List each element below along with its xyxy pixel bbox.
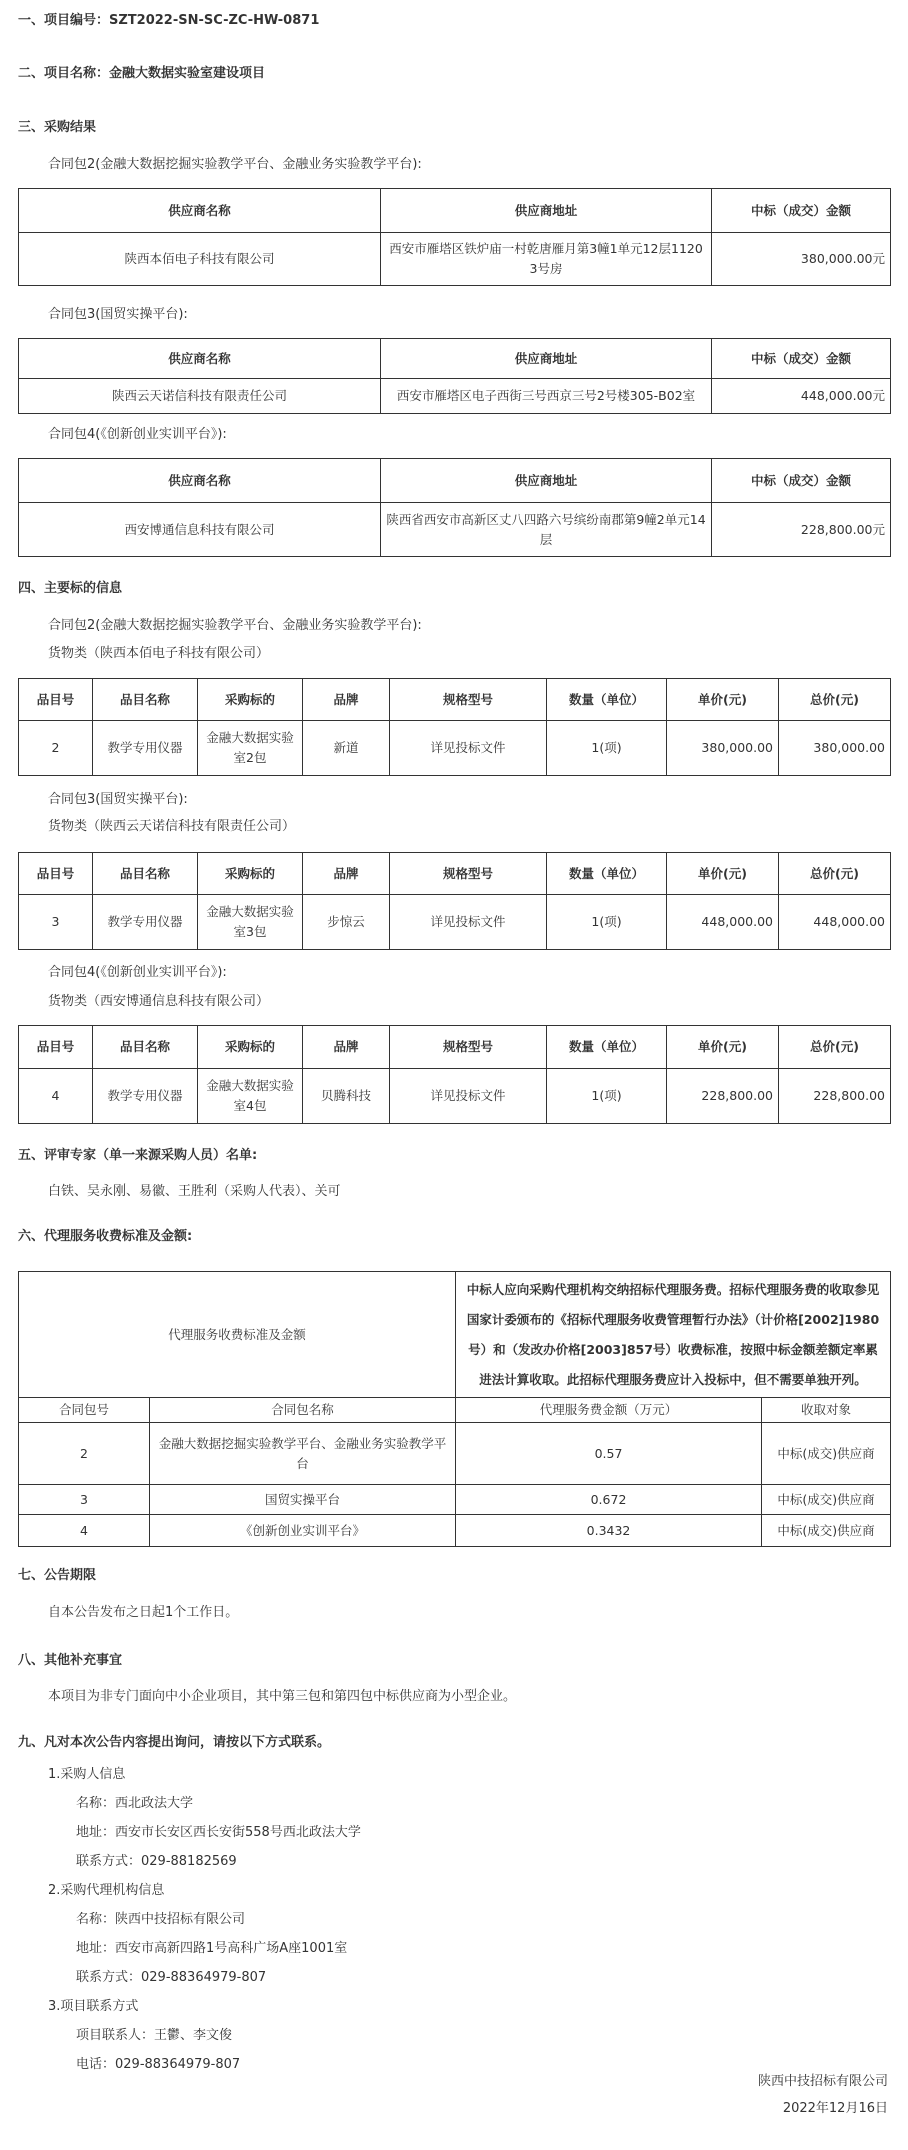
buyer-info-label: 1.采购人信息 bbox=[48, 1767, 126, 1782]
items-package-3-category: 货物类（陕西云天诺信科技有限责任公司） bbox=[48, 819, 296, 834]
items-table-package-2 bbox=[18, 678, 891, 776]
table-row bbox=[19, 1515, 891, 1547]
package-no: 4 bbox=[19, 1515, 150, 1547]
signature-date: 2022年12月16日 bbox=[782, 2101, 888, 2116]
items-package-2-category: 货物类（陕西本佰电子科技有限公司） bbox=[48, 646, 270, 661]
header-spec: 规格型号 bbox=[390, 1026, 547, 1069]
section-experts-title: 五、评审专家（单一来源采购人员）名单: bbox=[18, 1148, 258, 1163]
header-spec: 规格型号 bbox=[390, 679, 547, 721]
table-row bbox=[19, 721, 891, 776]
quantity: 1(项) bbox=[547, 895, 667, 950]
project-number bbox=[18, 12, 319, 30]
table-header-row bbox=[19, 853, 891, 895]
header-total-price: 总价(元) bbox=[779, 1026, 891, 1069]
project-contact-label: 3.项目联系方式 bbox=[48, 1999, 139, 2014]
header-supplier-name: 供应商名称 bbox=[19, 189, 381, 233]
item-no: 3 bbox=[19, 895, 93, 950]
package-no: 2 bbox=[19, 1423, 150, 1485]
header-package-no: 合同包号 bbox=[19, 1398, 150, 1423]
other-matters-text: 本项目为非专门面向中小企业项目，其中第三包和第四包中标供应商为小型企业。 bbox=[48, 1689, 517, 1704]
items-table-package-4 bbox=[18, 1025, 891, 1124]
procurement-object: 金融大数据实验室2包 bbox=[198, 721, 303, 776]
fee-amount: 0.3432 bbox=[456, 1515, 762, 1547]
header-award-amount: 中标（成交）金额 bbox=[712, 189, 891, 233]
table-header-row bbox=[19, 459, 891, 503]
unit-price: 448,000.00 bbox=[667, 895, 779, 950]
section-other-matters-title: 八、其他补充事宜 bbox=[18, 1653, 123, 1668]
agency-name: 名称：陕西中技招标有限公司 bbox=[76, 1912, 246, 1927]
agency-address: 地址：西安市高新四路1号高科广场A座1001室 bbox=[76, 1941, 348, 1956]
fee-amount: 0.57 bbox=[456, 1423, 762, 1485]
header-package-name: 合同包名称 bbox=[150, 1398, 456, 1423]
header-payer: 收取对象 bbox=[762, 1398, 891, 1423]
table-header-row bbox=[19, 189, 891, 233]
spec: 详见投标文件 bbox=[390, 895, 547, 950]
header-award-amount: 中标（成交）金额 bbox=[712, 339, 891, 379]
supplier-address: 西安市雁塔区电子西街三号西京三号2号楼305-B02室 bbox=[381, 379, 712, 414]
unit-price: 228,800.00 bbox=[667, 1069, 779, 1124]
item-name: 教学专用仪器 bbox=[93, 1069, 198, 1124]
table-row bbox=[19, 233, 891, 286]
brand: 贝腾科技 bbox=[303, 1069, 390, 1124]
section-notice-period-title: 七、公告期限 bbox=[18, 1568, 97, 1583]
fee-amount: 0.672 bbox=[456, 1485, 762, 1515]
section-contact-title: 九、凡对本次公告内容提出询问，请按以下方式联系。 bbox=[18, 1735, 331, 1750]
table-header-row bbox=[19, 1026, 891, 1069]
result-package-4-label: 合同包4(《创新创业实训平台》): bbox=[48, 427, 227, 442]
spec: 详见投标文件 bbox=[390, 1069, 547, 1124]
package-name: 金融大数据挖掘实验教学平台、金融业务实验教学平台 bbox=[150, 1423, 456, 1485]
agency-fee-table bbox=[18, 1271, 891, 1547]
section-agency-fee-title: 六、代理服务收费标准及金额: bbox=[18, 1229, 193, 1244]
items-package-3-label: 合同包3(国贸实操平台): bbox=[48, 792, 188, 807]
result-package-2-label: 合同包2(金融大数据挖掘实验教学平台、金融业务实验教学平台): bbox=[48, 157, 422, 172]
header-procurement-object: 采购标的 bbox=[198, 853, 303, 895]
project-name bbox=[18, 65, 265, 83]
items-package-2-label: 合同包2(金融大数据挖掘实验教学平台、金融业务实验教学平台): bbox=[48, 618, 422, 633]
header-supplier-name: 供应商名称 bbox=[19, 339, 381, 379]
project-number-label: 一、项目编号： bbox=[18, 13, 110, 28]
result-table-package-3 bbox=[18, 338, 891, 414]
header-supplier-name: 供应商名称 bbox=[19, 459, 381, 503]
table-header-row bbox=[19, 679, 891, 721]
result-table-package-2 bbox=[18, 188, 891, 286]
total-price: 448,000.00 bbox=[779, 895, 891, 950]
award-amount: 228,800.00元 bbox=[712, 503, 891, 557]
quantity: 1(项) bbox=[547, 721, 667, 776]
unit-price: 380,000.00 bbox=[667, 721, 779, 776]
result-package-3-label: 合同包3(国贸实操平台): bbox=[48, 307, 188, 322]
header-item-name: 品目名称 bbox=[93, 679, 198, 721]
supplier-name: 西安博通信息科技有限公司 bbox=[19, 503, 381, 557]
brand: 新道 bbox=[303, 721, 390, 776]
procurement-object: 金融大数据实验室3包 bbox=[198, 895, 303, 950]
package-no: 3 bbox=[19, 1485, 150, 1515]
header-supplier-address: 供应商地址 bbox=[381, 339, 712, 379]
item-name: 教学专用仪器 bbox=[93, 895, 198, 950]
project-contact-phone: 电话：029-88364979-807 bbox=[76, 2057, 241, 2072]
table-row bbox=[19, 379, 891, 414]
header-unit-price: 单价(元) bbox=[667, 853, 779, 895]
header-quantity: 数量（单位） bbox=[547, 1026, 667, 1069]
payer: 中标(成交)供应商 bbox=[762, 1485, 891, 1515]
header-quantity: 数量（单位） bbox=[547, 679, 667, 721]
buyer-name: 名称：西北政法大学 bbox=[76, 1796, 194, 1811]
signature-company: 陕西中技招标有限公司 bbox=[757, 2074, 888, 2089]
header-supplier-address: 供应商地址 bbox=[381, 189, 712, 233]
project-contact-person: 项目联系人：王鬱、李文俊 bbox=[76, 2028, 233, 2043]
project-name-label: 二、项目名称： bbox=[18, 66, 110, 81]
payer: 中标(成交)供应商 bbox=[762, 1515, 891, 1547]
header-procurement-object: 采购标的 bbox=[198, 679, 303, 721]
header-item-name: 品目名称 bbox=[93, 1026, 198, 1069]
header-brand: 品牌 bbox=[303, 853, 390, 895]
header-unit-price: 单价(元) bbox=[667, 1026, 779, 1069]
notice-period-text: 自本公告发布之日起1个工作日。 bbox=[48, 1605, 239, 1620]
table-header-row bbox=[19, 339, 891, 379]
buyer-address: 地址：西安市长安区西长安街558号西北政法大学 bbox=[76, 1825, 361, 1840]
header-unit-price: 单价(元) bbox=[667, 679, 779, 721]
header-procurement-object: 采购标的 bbox=[198, 1026, 303, 1069]
section-main-items-title: 四、主要标的信息 bbox=[18, 581, 123, 596]
agency-contact: 联系方式：029-88364979-807 bbox=[76, 1970, 267, 1985]
header-item-no: 品目号 bbox=[19, 679, 93, 721]
item-no: 2 bbox=[19, 721, 93, 776]
supplier-name: 陕西本佰电子科技有限公司 bbox=[19, 233, 381, 286]
quantity: 1(项) bbox=[547, 1069, 667, 1124]
award-amount: 380,000.00元 bbox=[712, 233, 891, 286]
fee-standard-text: 中标人应向采购代理机构交纳招标代理服务费。招标代理服务费的收取参见国家计委颁布的《招标代理服务收费管理暂行办法》（计价格[2002]1980号）和（发改办价格[2003]857号）收费标准，按照中标金额差额定率累进法计算收取。此招标代理服务费应计入投标中，但不需要单独开列。 bbox=[456, 1272, 891, 1398]
award-amount: 448,000.00元 bbox=[712, 379, 891, 414]
header-award-amount: 中标（成交）金额 bbox=[712, 459, 891, 503]
header-fee-amount: 代理服务费金额（万元） bbox=[456, 1398, 762, 1423]
header-item-name: 品目名称 bbox=[93, 853, 198, 895]
fee-standard-row bbox=[19, 1272, 891, 1398]
items-table-package-3 bbox=[18, 852, 891, 950]
header-quantity: 数量（单位） bbox=[547, 853, 667, 895]
header-item-no: 品目号 bbox=[19, 853, 93, 895]
table-row bbox=[19, 503, 891, 557]
table-row bbox=[19, 1069, 891, 1124]
package-name: 《创新创业实训平台》 bbox=[150, 1515, 456, 1547]
items-package-4-category: 货物类（西安博通信息科技有限公司） bbox=[48, 994, 270, 1009]
section-procurement-result-title: 三、采购结果 bbox=[18, 120, 97, 135]
payer: 中标(成交)供应商 bbox=[762, 1423, 891, 1485]
table-header-row bbox=[19, 1398, 891, 1423]
package-name: 国贸实操平台 bbox=[150, 1485, 456, 1515]
procurement-object: 金融大数据实验室4包 bbox=[198, 1069, 303, 1124]
header-supplier-address: 供应商地址 bbox=[381, 459, 712, 503]
table-row bbox=[19, 1423, 891, 1485]
project-name-value: 金融大数据实验室建设项目 bbox=[109, 66, 266, 81]
item-name: 教学专用仪器 bbox=[93, 721, 198, 776]
fee-standard-label: 代理服务收费标准及金额 bbox=[19, 1272, 456, 1398]
header-brand: 品牌 bbox=[303, 1026, 390, 1069]
header-item-no: 品目号 bbox=[19, 1026, 93, 1069]
items-package-4-label: 合同包4(《创新创业实训平台》): bbox=[48, 965, 227, 980]
supplier-name: 陕西云天诺信科技有限责任公司 bbox=[19, 379, 381, 414]
spec: 详见投标文件 bbox=[390, 721, 547, 776]
brand: 步惊云 bbox=[303, 895, 390, 950]
supplier-address: 陕西省西安市高新区丈八四路六号缤纷南郡第9幢2单元14层 bbox=[381, 503, 712, 557]
project-number-value: SZT2022-SN-SC-ZC-HW-0871 bbox=[109, 13, 320, 28]
header-spec: 规格型号 bbox=[390, 853, 547, 895]
total-price: 228,800.00 bbox=[779, 1069, 891, 1124]
agency-info-label: 2.采购代理机构信息 bbox=[48, 1883, 165, 1898]
header-total-price: 总价(元) bbox=[779, 853, 891, 895]
table-row bbox=[19, 895, 891, 950]
result-table-package-4 bbox=[18, 458, 891, 557]
buyer-contact: 联系方式：029-88182569 bbox=[76, 1854, 237, 1869]
experts-names: 白铁、吴永刚、易徽、王胜利（采购人代表）、关可 bbox=[48, 1184, 341, 1199]
item-no: 4 bbox=[19, 1069, 93, 1124]
supplier-address: 西安市雁塔区铁炉庙一村乾唐雁月第3幢1单元12层11203号房 bbox=[381, 233, 712, 286]
total-price: 380,000.00 bbox=[779, 721, 891, 776]
header-brand: 品牌 bbox=[303, 679, 390, 721]
table-row bbox=[19, 1485, 891, 1515]
header-total-price: 总价(元) bbox=[779, 679, 891, 721]
